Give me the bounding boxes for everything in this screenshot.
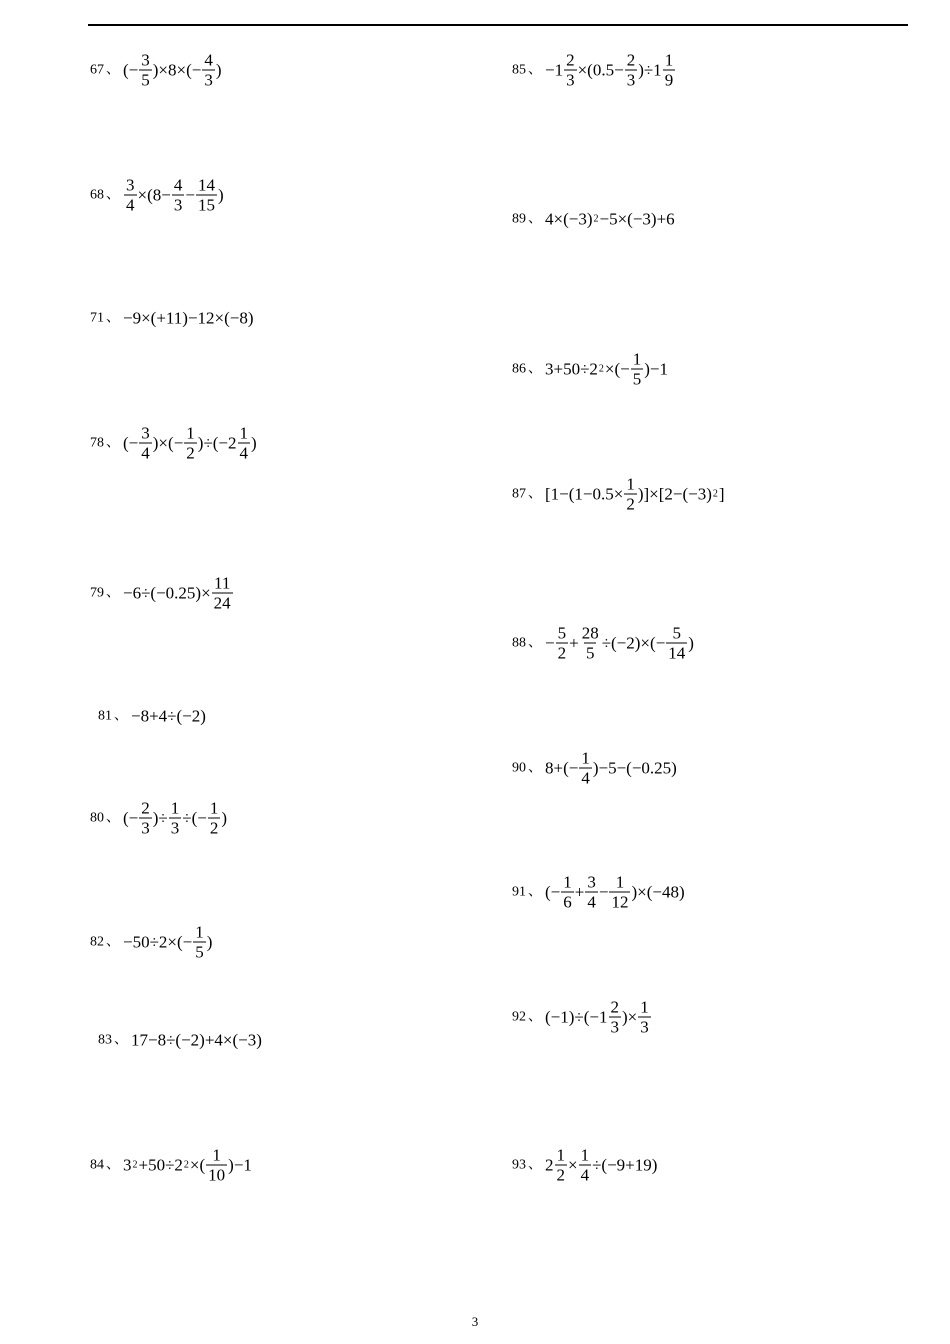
expression-text: 3 bbox=[123, 1155, 132, 1175]
problem-81 bbox=[98, 708, 206, 725]
problem-number: 83 bbox=[98, 1032, 112, 1047]
expression-text: )×( bbox=[152, 433, 174, 453]
problem-separator: 、 bbox=[528, 884, 542, 899]
expression-text: ) bbox=[215, 60, 222, 80]
exponent: 2 bbox=[598, 363, 604, 374]
fraction-numerator: 1 bbox=[170, 798, 180, 818]
minus-sign: − bbox=[128, 60, 139, 80]
problem-number: 78 bbox=[90, 435, 104, 450]
fraction bbox=[212, 574, 233, 613]
expression-text: −5×(−3)+6 bbox=[599, 209, 675, 229]
expression-text: − bbox=[185, 185, 195, 205]
problem-separator: 、 bbox=[114, 1032, 128, 1047]
expression-text: ( bbox=[123, 433, 129, 453]
problem-separator: 、 bbox=[106, 810, 120, 825]
fraction-numerator: 1 bbox=[626, 474, 635, 494]
fraction-denominator: 3 bbox=[640, 1017, 649, 1037]
fraction bbox=[238, 424, 251, 463]
fraction-denominator: 5 bbox=[195, 942, 204, 962]
expression bbox=[545, 475, 725, 514]
expression bbox=[123, 1146, 252, 1185]
expression bbox=[123, 424, 257, 463]
expression-text: ( bbox=[123, 808, 129, 828]
fraction-denominator: 14 bbox=[668, 643, 686, 663]
minus-sign: − bbox=[197, 808, 207, 828]
fraction-denominator: 4 bbox=[239, 443, 249, 463]
expression bbox=[123, 176, 224, 215]
minus-sign: − bbox=[550, 882, 561, 902]
expression-text: )−1 bbox=[644, 359, 669, 379]
exponent: 2 bbox=[132, 1159, 138, 1170]
fraction bbox=[184, 424, 197, 463]
expression-text: −9×(+11)−12×(−8) bbox=[123, 308, 254, 328]
fraction bbox=[139, 424, 152, 463]
expression-text: 2 bbox=[545, 1155, 554, 1175]
expression-text: ) bbox=[251, 433, 257, 453]
fraction bbox=[206, 1146, 227, 1185]
problem-89 bbox=[512, 211, 675, 228]
fraction bbox=[564, 51, 577, 90]
problem-separator: 、 bbox=[106, 62, 120, 77]
problem-separator: 、 bbox=[106, 934, 120, 949]
problem-separator: 、 bbox=[106, 187, 120, 202]
expression-text: − bbox=[598, 882, 609, 902]
problem-number: 80 bbox=[90, 810, 104, 825]
fraction-denominator: 3 bbox=[204, 70, 213, 90]
problem-93 bbox=[512, 1146, 657, 1185]
fraction-numerator: 1 bbox=[563, 872, 572, 892]
problem-number: 86 bbox=[512, 361, 526, 376]
expression-text: [1−(1−0.5× bbox=[545, 484, 624, 504]
fraction-numerator: 1 bbox=[664, 50, 674, 70]
problem-number: 68 bbox=[90, 187, 104, 202]
minus-sign: − bbox=[545, 633, 555, 653]
expression-text: ) bbox=[217, 185, 224, 205]
expression-text: ( bbox=[123, 60, 129, 80]
fraction-denominator: 12 bbox=[611, 892, 629, 912]
expression bbox=[545, 624, 694, 663]
expression bbox=[545, 998, 652, 1037]
expression bbox=[123, 310, 254, 327]
expression-text: + bbox=[569, 633, 579, 653]
fraction-numerator: 4 bbox=[173, 175, 183, 195]
fraction bbox=[193, 923, 206, 962]
expression-text: )÷1 bbox=[638, 60, 662, 80]
fraction bbox=[585, 873, 598, 912]
problem-83 bbox=[98, 1032, 262, 1049]
fraction-numerator: 2 bbox=[626, 50, 636, 70]
fraction-numerator: 5 bbox=[672, 623, 682, 643]
expression-text: ) bbox=[688, 633, 694, 653]
minus-sign: − bbox=[191, 60, 202, 80]
fraction-numerator: 3 bbox=[141, 50, 150, 70]
fraction bbox=[196, 176, 217, 215]
fraction-numerator: 1 bbox=[239, 423, 249, 443]
fraction-denominator: 4 bbox=[141, 443, 150, 463]
fraction bbox=[202, 51, 215, 90]
problem-number: 85 bbox=[512, 62, 526, 77]
fraction-numerator: 1 bbox=[209, 798, 219, 818]
minus-sign: − bbox=[173, 433, 184, 453]
expression bbox=[545, 749, 677, 788]
expression-text: 4×(−3) bbox=[545, 209, 593, 229]
top-rule bbox=[88, 24, 908, 26]
fraction-numerator: 1 bbox=[556, 1145, 565, 1165]
minus-sign: − bbox=[128, 808, 139, 828]
expression-text: ×( bbox=[604, 359, 621, 379]
expression-text: ÷( bbox=[182, 808, 198, 828]
fraction-numerator: 1 bbox=[186, 423, 195, 443]
expression bbox=[131, 1032, 262, 1049]
fraction bbox=[663, 51, 676, 90]
minus-sign: − bbox=[182, 932, 193, 952]
fraction-numerator: 1 bbox=[640, 997, 649, 1017]
fraction-numerator: 2 bbox=[566, 50, 575, 70]
exponent: 2 bbox=[593, 213, 599, 224]
problem-number: 82 bbox=[90, 934, 104, 949]
problem-number: 67 bbox=[90, 62, 104, 77]
expression-text: −50÷2×( bbox=[123, 932, 183, 952]
problem-separator: 、 bbox=[106, 585, 120, 600]
fraction-denominator: 9 bbox=[664, 70, 674, 90]
problem-separator: 、 bbox=[528, 1157, 542, 1172]
expression-text: ×(0.5− bbox=[577, 60, 624, 80]
problem-separator: 、 bbox=[528, 760, 542, 775]
expression-text: )−1 bbox=[228, 1155, 252, 1175]
fraction-denominator: 15 bbox=[197, 195, 215, 215]
expression bbox=[131, 708, 206, 725]
expression-text: ) bbox=[221, 808, 228, 828]
fraction-numerator: 1 bbox=[212, 1145, 221, 1165]
fraction-denominator: 4 bbox=[580, 1165, 590, 1185]
exponent: 2 bbox=[712, 488, 718, 499]
fraction bbox=[666, 624, 687, 663]
fraction-numerator: 3 bbox=[126, 175, 135, 195]
fraction bbox=[638, 998, 651, 1037]
problem-number: 93 bbox=[512, 1157, 526, 1172]
problem-88 bbox=[512, 624, 694, 663]
problem-78 bbox=[90, 424, 257, 463]
problem-79 bbox=[90, 574, 234, 613]
problem-number: 84 bbox=[90, 1157, 104, 1172]
problem-separator: 、 bbox=[106, 310, 120, 325]
problem-number: 81 bbox=[98, 708, 112, 723]
problem-80 bbox=[90, 799, 227, 838]
problem-number: 92 bbox=[512, 1009, 526, 1024]
expression-text: 3+50÷2 bbox=[545, 359, 598, 379]
fraction bbox=[139, 799, 152, 838]
fraction-numerator: 1 bbox=[632, 349, 642, 369]
problem-number: 87 bbox=[512, 486, 526, 501]
expression-text: )÷(−2 bbox=[197, 433, 237, 453]
expression bbox=[123, 51, 222, 90]
expression bbox=[545, 211, 675, 228]
problem-separator: 、 bbox=[528, 211, 542, 226]
fraction bbox=[625, 51, 638, 90]
problem-82 bbox=[90, 923, 212, 962]
problem-87 bbox=[512, 475, 725, 514]
fraction bbox=[208, 799, 221, 838]
expression-text: (−1)÷(−1 bbox=[545, 1007, 608, 1027]
problem-86 bbox=[512, 350, 668, 389]
exponent: 2 bbox=[183, 1159, 189, 1170]
expression bbox=[123, 574, 234, 613]
expression-text: ×(8− bbox=[137, 185, 171, 205]
fraction-denominator: 4 bbox=[126, 195, 135, 215]
expression-text: )×(−48) bbox=[631, 882, 685, 902]
fraction-denominator: 3 bbox=[610, 1017, 619, 1037]
fraction-numerator: 1 bbox=[615, 872, 625, 892]
fraction-denominator: 2 bbox=[209, 818, 219, 838]
problem-number: 90 bbox=[512, 760, 526, 775]
problem-68 bbox=[90, 176, 224, 215]
problem-71 bbox=[90, 310, 254, 327]
expression-text: ) bbox=[206, 932, 213, 952]
problem-number: 89 bbox=[512, 211, 526, 226]
expression-text: 8+( bbox=[545, 758, 569, 778]
fraction-numerator: 3 bbox=[141, 423, 150, 443]
fraction bbox=[124, 176, 137, 215]
fraction-denominator: 3 bbox=[566, 70, 575, 90]
minus-sign: − bbox=[568, 758, 579, 778]
fraction-denominator: 24 bbox=[213, 593, 231, 613]
problem-separator: 、 bbox=[528, 62, 542, 77]
expression-text: )× bbox=[622, 1007, 638, 1027]
expression-text: )]×[2−(−3) bbox=[637, 484, 712, 504]
fraction bbox=[609, 998, 622, 1037]
fraction-numerator: 28 bbox=[581, 623, 599, 643]
fraction-numerator: 4 bbox=[204, 50, 213, 70]
fraction bbox=[624, 475, 637, 514]
fraction-numerator: 1 bbox=[580, 1145, 590, 1165]
fraction bbox=[561, 873, 574, 912]
fraction-denominator: 2 bbox=[556, 1165, 565, 1185]
expression bbox=[545, 873, 685, 912]
expression-text: ×( bbox=[189, 1155, 206, 1175]
fraction-numerator: 3 bbox=[587, 872, 596, 892]
fraction-numerator: 11 bbox=[213, 573, 231, 593]
expression bbox=[545, 51, 676, 90]
problem-number: 88 bbox=[512, 635, 526, 650]
expression-text: ] bbox=[718, 484, 725, 504]
expression-text: )÷ bbox=[152, 808, 168, 828]
expression-text: )−5−(−0.25) bbox=[592, 758, 677, 778]
fraction-denominator: 10 bbox=[208, 1165, 226, 1185]
fraction-denominator: 5 bbox=[632, 369, 642, 389]
fraction-denominator: 5 bbox=[585, 643, 595, 663]
fraction-denominator: 6 bbox=[563, 892, 572, 912]
problem-92 bbox=[512, 998, 652, 1037]
fraction-denominator: 2 bbox=[626, 494, 635, 514]
page-number: 3 bbox=[471, 1314, 479, 1329]
expression-text: ÷(−2)×( bbox=[601, 633, 656, 653]
fraction-denominator: 2 bbox=[557, 643, 567, 663]
fraction-denominator: 3 bbox=[173, 195, 183, 215]
problem-85 bbox=[512, 51, 676, 90]
fraction bbox=[555, 1146, 568, 1185]
fraction bbox=[631, 350, 644, 389]
fraction-numerator: 5 bbox=[557, 623, 567, 643]
problem-separator: 、 bbox=[528, 361, 542, 376]
fraction-numerator: 1 bbox=[581, 748, 590, 768]
fraction bbox=[579, 749, 592, 788]
expression bbox=[545, 1146, 657, 1185]
problem-number: 79 bbox=[90, 585, 104, 600]
problem-separator: 、 bbox=[106, 1157, 120, 1172]
problem-67 bbox=[90, 51, 222, 90]
minus-sign: − bbox=[128, 433, 139, 453]
expression-text: ÷(−9+19) bbox=[592, 1155, 658, 1175]
expression-text: + bbox=[574, 882, 585, 902]
problem-separator: 、 bbox=[106, 435, 120, 450]
fraction-numerator: 1 bbox=[195, 922, 204, 942]
fraction bbox=[556, 624, 569, 663]
problem-separator: 、 bbox=[528, 635, 542, 650]
expression-text: 17−8÷(−2)+4×(−3) bbox=[131, 1030, 262, 1050]
fraction-denominator: 2 bbox=[186, 443, 195, 463]
fraction-numerator: 2 bbox=[610, 997, 619, 1017]
fraction bbox=[580, 624, 601, 663]
fraction-denominator: 4 bbox=[581, 768, 590, 788]
problem-number: 91 bbox=[512, 884, 526, 899]
fraction bbox=[169, 799, 182, 838]
fraction-denominator: 5 bbox=[141, 70, 150, 90]
fraction bbox=[139, 51, 152, 90]
fraction-denominator: 3 bbox=[170, 818, 180, 838]
expression-text: −8+4÷(−2) bbox=[131, 706, 206, 726]
problem-84 bbox=[90, 1146, 252, 1185]
expression-text: +50÷2 bbox=[138, 1155, 183, 1175]
expression bbox=[123, 923, 212, 962]
fraction-numerator: 2 bbox=[141, 798, 150, 818]
expression-text: −6÷(−0.25)× bbox=[123, 583, 211, 603]
expression bbox=[545, 350, 668, 389]
expression-text: −1 bbox=[545, 60, 564, 80]
fraction bbox=[609, 873, 630, 912]
fraction-denominator: 4 bbox=[587, 892, 596, 912]
problem-separator: 、 bbox=[528, 1009, 542, 1024]
problem-number: 71 bbox=[90, 310, 104, 325]
expression-text: × bbox=[568, 1155, 578, 1175]
minus-sign: − bbox=[655, 633, 666, 653]
expression-text: ( bbox=[545, 882, 551, 902]
fraction-denominator: 3 bbox=[626, 70, 636, 90]
problem-91 bbox=[512, 873, 685, 912]
problem-separator: 、 bbox=[528, 486, 542, 501]
minus-sign: − bbox=[620, 359, 630, 379]
fraction-denominator: 3 bbox=[141, 818, 150, 838]
problem-separator: 、 bbox=[114, 708, 128, 723]
fraction-numerator: 14 bbox=[197, 175, 215, 195]
expression bbox=[123, 799, 227, 838]
problem-90 bbox=[512, 749, 677, 788]
fraction bbox=[172, 176, 185, 215]
expression-text: )×8×( bbox=[152, 60, 192, 80]
fraction bbox=[579, 1146, 592, 1185]
